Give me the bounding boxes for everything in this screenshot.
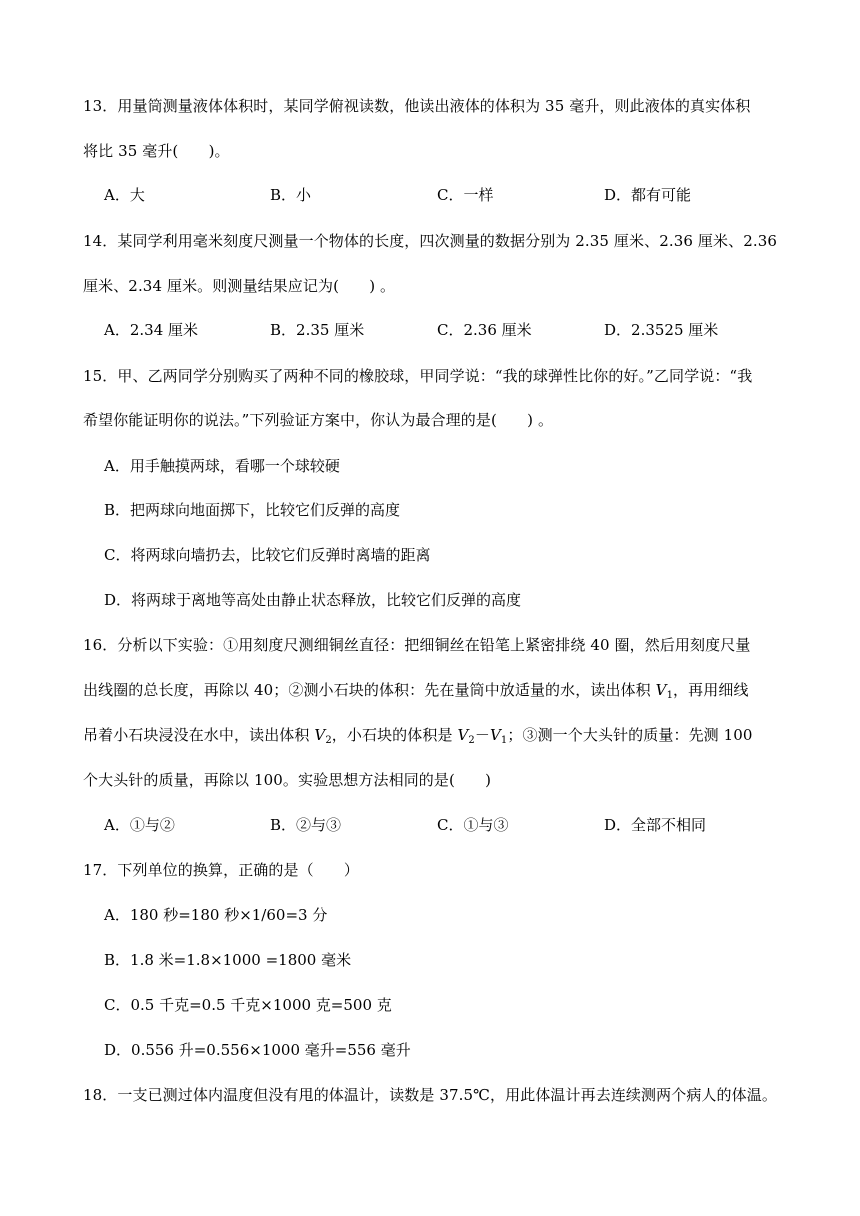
question-15-line-1: 15．甲、乙两同学分别购买了两种不同的橡胶球，甲同学说：“我的球弹性比你的好。”乙同学说：“我: [83, 367, 753, 385]
question-15-option-a[interactable]: A．用手触摸两球，看哪一个球较硬: [104, 457, 340, 475]
question-17-option-a[interactable]: A．180 秒=180 秒×1/60=3 分: [104, 906, 328, 924]
question-16-option-d[interactable]: D．全部不相同: [604, 816, 707, 834]
question-13-option-a[interactable]: A．大: [104, 186, 145, 204]
question-14-option-b[interactable]: B．2.35 厘米: [270, 321, 365, 339]
question-15-option-c[interactable]: C．将两球向墙扔去，比较它们反弹时离墙的距离: [104, 546, 431, 564]
question-13-line-1: 13．用量筒测量液体体积时，某同学俯视读数，他读出液体的体积为 35 毫升，则此液体的真实体积: [83, 97, 751, 115]
question-16-line-4: 个大头针的质量，再除以 100。实验思想方法相同的是( ): [83, 771, 492, 789]
question-17-option-c[interactable]: C．0.5 千克=0.5 千克×1000 克=500 克: [104, 996, 392, 1014]
question-15-option-b[interactable]: B．把两球向地面掷下，比较它们反弹的高度: [104, 501, 401, 519]
question-18-line-1: 18．一支已测过体内温度但没有甩的体温计，读数是 37.5℃，用此体温计再去连续测两个病人的体温。: [83, 1086, 777, 1104]
question-16-line-3: 吊着小石块浸没在水中，读出体积 $V_2$，小石块的体积是 $V_2-V_1$；③测一个大头针的质量：先测 100: [83, 726, 753, 746]
question-16-line-2: 出线圈的总长度，再除以 40；②测小石块的体积：先在量筒中放适量的水，读出体积 $V_1$，再用细线: [83, 681, 749, 701]
question-14-option-c[interactable]: C．2.36 厘米: [437, 321, 532, 339]
question-15-line-2: 希望你能证明你的说法。”下列验证方案中，你认为最合理的是( ) 。: [83, 411, 554, 429]
question-16-line-1: 16．分析以下实验：①用刻度尺测细铜丝直径：把细铜丝在铅笔上紧密排绕 40 圈，然后用刻度尺量: [83, 636, 751, 654]
question-13-option-c[interactable]: C．一样: [437, 186, 494, 204]
question-14-option-d[interactable]: D．2.3525 厘米: [604, 321, 719, 339]
question-13-line-2: 将比 35 毫升( )。: [83, 142, 230, 160]
question-17-option-d[interactable]: D．0.556 升=0.556×1000 毫升=556 毫升: [104, 1041, 411, 1059]
question-13-option-b[interactable]: B．小: [270, 186, 312, 204]
question-14-line-1: 14．某同学利用毫米刻度尺测量一个物体的长度，四次测量的数据分别为 2.35 厘米、2.36 厘米、2.36: [83, 232, 777, 250]
question-13-option-d[interactable]: D．都有可能: [604, 186, 692, 204]
question-16-option-c[interactable]: C．①与③: [437, 816, 509, 834]
question-17-line-1: 17．下列单位的换算，正确的是（ ）: [83, 861, 359, 879]
question-14-line-2: 厘米、2.34 厘米。则测量结果应记为( ) 。: [83, 277, 396, 295]
question-16-option-a[interactable]: A．①与②: [104, 816, 175, 834]
question-16-option-b[interactable]: B．②与③: [270, 816, 342, 834]
question-15-option-d[interactable]: D．将两球于离地等高处由静止状态释放，比较它们反弹的高度: [104, 591, 522, 609]
question-17-option-b[interactable]: B．1.8 米=1.8×1000 =1800 毫米: [104, 951, 352, 969]
question-14-option-a[interactable]: A．2.34 厘米: [104, 321, 198, 339]
symbol-v: V: [655, 681, 667, 699]
